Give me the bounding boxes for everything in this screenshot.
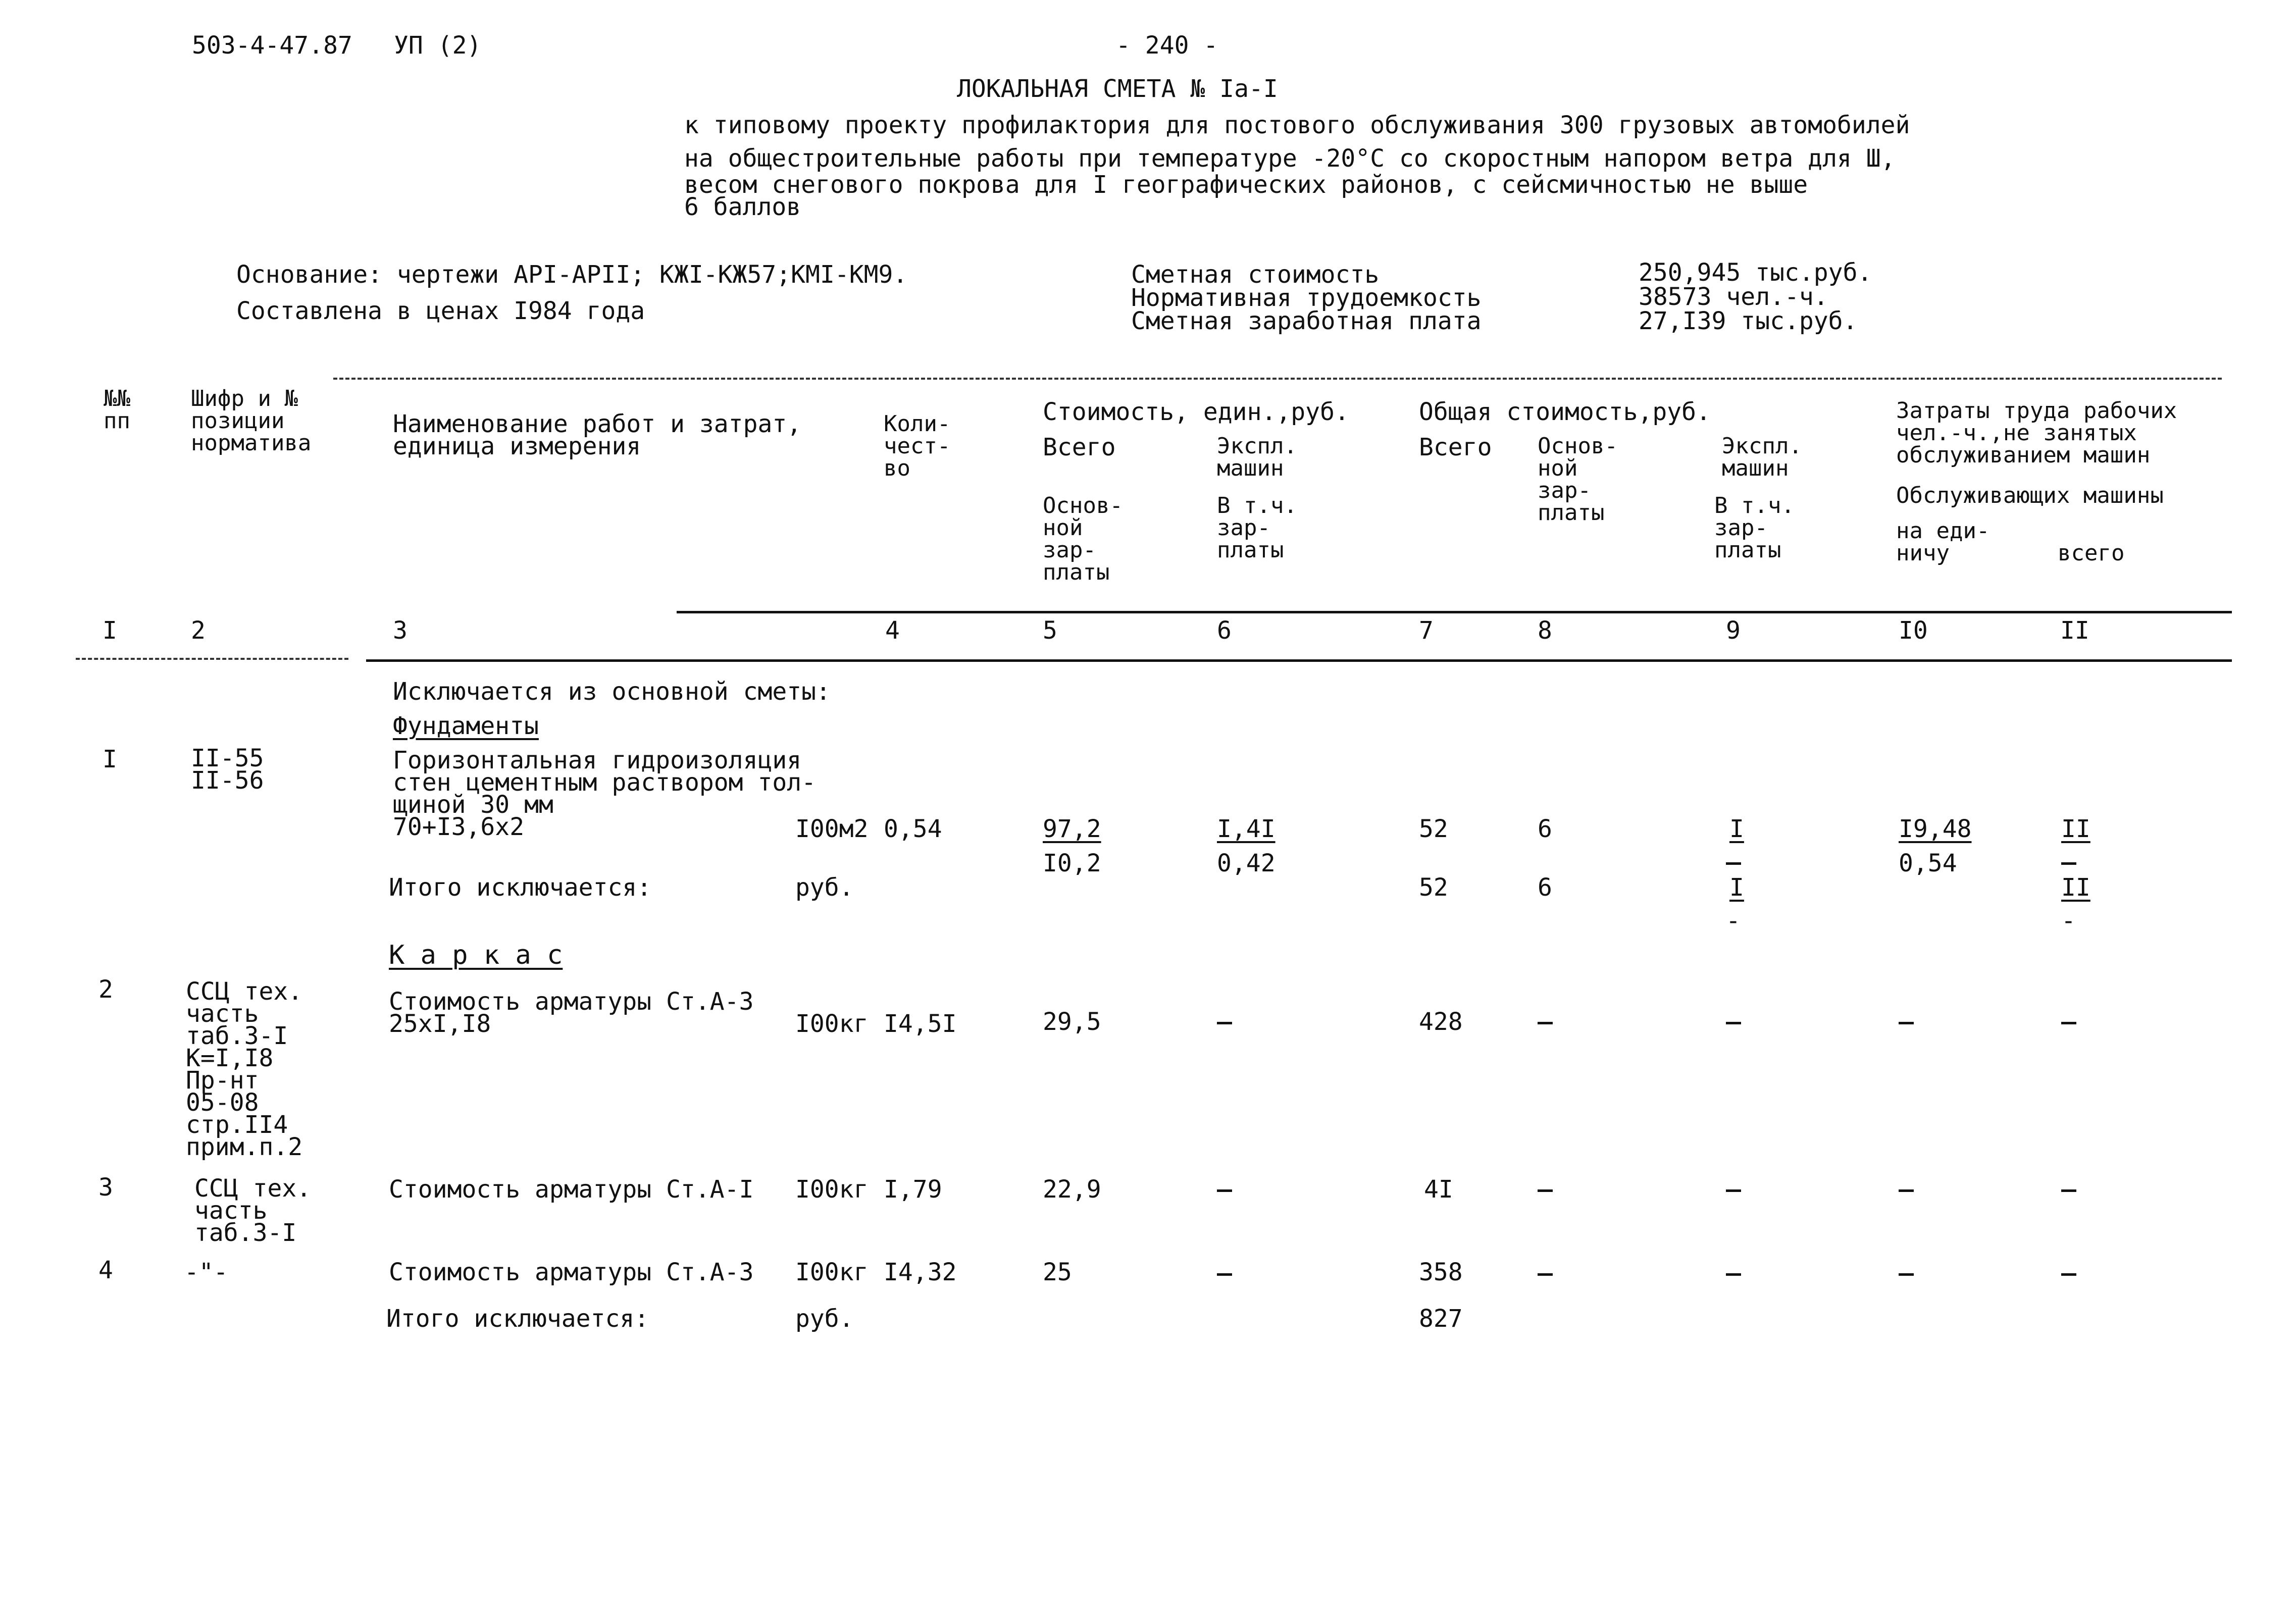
row4-quantity: I4,32 [884, 1258, 957, 1286]
row2-unit-total: 29,5 [1043, 1008, 1101, 1036]
col-number-header: №№ пп [104, 386, 130, 434]
subtotal2-total: 827 [1419, 1305, 1463, 1333]
row2-unit: I00кг [795, 1010, 869, 1038]
col-unit-total-header: Всего [1043, 433, 1116, 461]
col-unit-wage-header: Основ- ной зар- платы [1043, 493, 1123, 585]
col-labor-total-header: всего [2058, 540, 2125, 566]
col-quantity-header: Коли- чест- во [884, 411, 951, 481]
album-code: УП (2) [394, 31, 482, 60]
col-number-6: 6 [1217, 616, 1232, 645]
row1-unit: I00м2 [795, 815, 869, 843]
basis-drawings: Основание: чертежи АРI-АРII; КЖI-КЖ57;КМI-КМ9. [236, 261, 908, 289]
row1-labor-total: II [2061, 815, 2090, 843]
row4-total-wage-dash [1538, 1273, 1553, 1276]
row3-unit-machine-dash [1217, 1189, 1232, 1192]
col-number-5: 5 [1043, 616, 1057, 645]
row4-unit-machine-dash [1217, 1273, 1232, 1276]
subtotal1-total-machine: I [1729, 873, 1744, 902]
col-unit-machine-header: Экспл. машин [1217, 433, 1297, 481]
col-total-header: Всего [1419, 433, 1492, 461]
row3-unit-total: 22,9 [1043, 1175, 1101, 1204]
row4-unit-total: 25 [1043, 1258, 1072, 1286]
row2-quantity: I4,5I [884, 1010, 957, 1038]
row1-unit-total: 97,2 [1043, 815, 1101, 843]
subtitle-line-4: 6 баллов [684, 193, 801, 221]
row2-total: 428 [1419, 1008, 1463, 1036]
row3-labor-total-dash [2061, 1189, 2076, 1192]
row1-unit-machine: I,4I [1217, 815, 1275, 843]
row4-number: 4 [98, 1256, 113, 1284]
row1-labor-total-machine-dash [2061, 862, 2076, 865]
col-total-machine-header: Экспл. машин [1722, 433, 1802, 481]
header-mid-rule [677, 611, 2232, 613]
document-code: 503-4-47.87 [192, 31, 352, 60]
col-number-3: 3 [393, 616, 407, 645]
subtotal1-labor-total: II [2061, 873, 2090, 902]
row1-name: Горизонтальная гидроизоляция стен цементным раствором тол- щиной 30 мм 70+I3,6x2 [393, 746, 817, 841]
row1-total-machine-wage-dash [1726, 862, 1741, 865]
row1-code: II-55 II-56 [191, 744, 264, 795]
row2-total-machine-dash [1726, 1022, 1741, 1024]
subtotal2-label: Итого исключается: [386, 1305, 649, 1333]
estimated-cost-label: Сметная стоимость [1131, 261, 1380, 289]
row1-labor-unit-machine: 0,54 [1899, 849, 1957, 877]
document-title: ЛОКАЛЬНАЯ СМЕТА № Iа-I [957, 75, 1278, 103]
col-number-11: II [2060, 616, 2089, 645]
row4-total: 358 [1419, 1258, 1463, 1286]
row1-total: 52 [1419, 815, 1448, 843]
col-number-8: 8 [1538, 616, 1552, 645]
subtotal1-label: Итого исключается: [389, 873, 652, 902]
col-number-1: I [103, 616, 117, 645]
row1-unit-machine-wage: 0,42 [1217, 849, 1275, 877]
col-total-machine-wage-header: В т.ч. зар- платы [1714, 493, 1795, 563]
section-frame: К а р к а с [389, 940, 563, 970]
subtotal1-unit: руб. [795, 873, 854, 902]
page-number: - 240 - [1116, 31, 1218, 60]
row1-labor-unit: I9,48 [1899, 815, 1972, 843]
header-bottom-rule-left [76, 658, 348, 660]
subtitle-line-2: на общестроительные работы при температуре -20°С со скоростным напором ветра для Ш, [684, 144, 1896, 173]
row3-name: Стоимость арматуры Ст.А-I [389, 1175, 754, 1204]
basis-prices: Составлена в ценах I984 года [236, 297, 645, 325]
wage-fund-value: 27,I39 тыс.руб. [1639, 307, 1858, 335]
row3-total: 4I [1424, 1175, 1453, 1204]
col-number-9: 9 [1726, 616, 1741, 645]
estimated-cost-value: 250,945 тыс.руб. [1639, 258, 1872, 287]
row2-unit-machine-dash [1217, 1022, 1232, 1024]
labor-group-header: Затраты труда рабочих чел.-ч.,не занятых обслуживанием машин [1896, 398, 2177, 468]
col-code-header: Шифр и № позиции норматива [191, 386, 312, 456]
col-number-4: 4 [885, 616, 900, 645]
row4-labor-total-dash [2061, 1273, 2076, 1276]
row3-total-wage-dash [1538, 1189, 1553, 1192]
row2-name: Стоимость арматуры Ст.А-3 25xI,I8 [389, 988, 754, 1038]
row2-labor-unit-dash [1899, 1022, 1914, 1024]
row3-unit: I00кг [795, 1175, 869, 1204]
row4-name: Стоимость арматуры Ст.А-3 [389, 1258, 754, 1286]
row1-quantity: 0,54 [884, 815, 942, 843]
row3-quantity: I,79 [884, 1175, 942, 1204]
col-number-7: 7 [1419, 616, 1434, 645]
row1-unit-wage: I0,2 [1043, 849, 1101, 877]
total-cost-group-header: Общая стоимость,руб. [1419, 398, 1711, 426]
row3-labor-unit-dash [1899, 1189, 1914, 1192]
row4-labor-unit-dash [1899, 1273, 1914, 1276]
row3-total-machine-dash [1726, 1189, 1741, 1192]
subtotal2-unit: руб. [795, 1305, 854, 1333]
row2-labor-total-dash [2061, 1022, 2076, 1024]
subtotal1-total-wage: 6 [1538, 873, 1552, 902]
row4-code: -"- [184, 1258, 228, 1286]
col-number-10: I0 [1899, 616, 1928, 645]
wage-fund-label: Сметная заработная плата [1131, 307, 1482, 335]
col-number-2: 2 [191, 616, 206, 645]
row2-code: ССЦ тех. часть таб.3-I К=I,I8 Пр-нт 05-08 стр.II4 прим.п.2 [186, 977, 303, 1161]
col-unit-machine-wage-header: В т.ч. зар- платы [1217, 493, 1297, 563]
row1-total-wage: 6 [1538, 815, 1552, 843]
row2-number: 2 [98, 975, 113, 1004]
labor-intensity-value: 38573 чел.-ч. [1639, 283, 1828, 311]
col-name-header: Наименование работ и затрат, единица измерения [393, 410, 802, 460]
row3-code: ССЦ тех. часть таб.3-I [194, 1174, 312, 1247]
subtotal1-total-machine-wage: - [1726, 907, 1741, 935]
col-labor-unit-header: на еди- ничу [1896, 518, 1990, 566]
row2-total-wage-dash [1538, 1022, 1553, 1024]
row4-total-machine-dash [1726, 1273, 1741, 1276]
subtotal1-labor-total-machine: - [2061, 907, 2076, 935]
row1-total-machine: I [1729, 815, 1744, 843]
subtotal1-total: 52 [1419, 873, 1448, 902]
unit-cost-group-header: Стоимость, един.,руб. [1043, 398, 1349, 426]
row4-unit: I00кг [795, 1258, 869, 1286]
row1-number: I [103, 745, 117, 773]
header-bottom-rule [366, 659, 2232, 662]
excluded-heading: Исключается из основной сметы: [393, 678, 831, 706]
row3-number: 3 [98, 1173, 113, 1202]
subtitle-line-1: к типовому проекту профилактория для постового обслуживания 300 грузовых автомобилей [684, 111, 1910, 139]
header-top-rule [333, 378, 2222, 380]
labor-intensity-label: Нормативная трудоемкость [1131, 284, 1482, 312]
col-total-wage-header: Основ- ной зар- платы [1538, 433, 1618, 526]
labor-machine-subheader: Обслуживающих машины [1896, 483, 2164, 508]
section-foundations: Фундаменты [393, 712, 539, 740]
subtitle-line-3: весом снегового покрова для I географических районов, с сейсмичностью не выше [684, 171, 1808, 199]
